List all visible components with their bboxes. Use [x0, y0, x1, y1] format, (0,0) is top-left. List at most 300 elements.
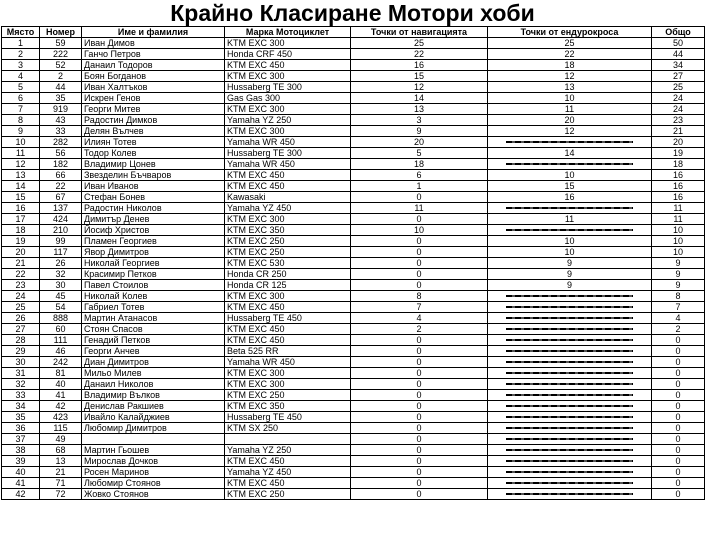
cell-total: 10 — [652, 247, 705, 258]
cell-place: 15 — [2, 192, 40, 203]
table-row — [2, 368, 705, 379]
cell-total: 16 — [652, 181, 705, 192]
cell-total: 20 — [652, 137, 705, 148]
cell-navigation-points: 25 — [351, 38, 488, 49]
cell-endurocross-points — [488, 335, 652, 346]
cell-name: Явор Димитров — [82, 247, 225, 258]
no-result-mark — [506, 449, 633, 451]
cell-total: 0 — [652, 390, 705, 401]
cell-place: 36 — [2, 423, 40, 434]
cell-name: Георги Митев — [82, 104, 225, 115]
cell-name: Красимир Петков — [82, 269, 225, 280]
cell-endurocross-points — [488, 203, 652, 214]
no-result-mark — [506, 339, 633, 341]
no-result-mark — [506, 207, 633, 209]
col-header-total: Общо — [652, 27, 705, 38]
cell-name: Делян Вълчев — [82, 126, 225, 137]
cell-navigation-points: 0 — [351, 214, 488, 225]
cell-endurocross-points: 20 — [488, 115, 652, 126]
cell-total: 27 — [652, 71, 705, 82]
cell-number: 182 — [40, 159, 82, 170]
cell-endurocross-points: 22 — [488, 49, 652, 60]
cell-name: Владимир Вълков — [82, 390, 225, 401]
cell-place: 1 — [2, 38, 40, 49]
cell-number: 41 — [40, 390, 82, 401]
cell-bike: KTM EXC 300 — [225, 126, 351, 137]
cell-navigation-points: 0 — [351, 357, 488, 368]
cell-navigation-points: 0 — [351, 280, 488, 291]
cell-name — [82, 434, 225, 445]
col-header-name: Име и фамилия — [82, 27, 225, 38]
cell-number: 888 — [40, 313, 82, 324]
cell-bike: KTM EXC 250 — [225, 489, 351, 500]
cell-number: 117 — [40, 247, 82, 258]
cell-place: 21 — [2, 258, 40, 269]
cell-place: 23 — [2, 280, 40, 291]
cell-number: 210 — [40, 225, 82, 236]
cell-bike: KTM EXC 350 — [225, 401, 351, 412]
cell-name: Георги Анчев — [82, 346, 225, 357]
cell-number: 56 — [40, 148, 82, 159]
cell-name: Иван Халтъков — [82, 82, 225, 93]
cell-bike: KTM EXC 250 — [225, 390, 351, 401]
no-result-mark — [506, 317, 633, 319]
cell-number: 13 — [40, 456, 82, 467]
cell-endurocross-points — [488, 225, 652, 236]
cell-endurocross-points — [488, 159, 652, 170]
table-row — [2, 291, 705, 302]
table-row — [2, 225, 705, 236]
cell-place: 31 — [2, 368, 40, 379]
cell-name: Генадий Петков — [82, 335, 225, 346]
cell-navigation-points: 0 — [351, 258, 488, 269]
cell-navigation-points: 0 — [351, 423, 488, 434]
cell-navigation-points: 8 — [351, 291, 488, 302]
col-header-navigation-points: Точки от навигацията — [351, 27, 488, 38]
cell-place: 12 — [2, 159, 40, 170]
cell-total: 34 — [652, 60, 705, 71]
cell-bike: KTM EXC 300 — [225, 368, 351, 379]
cell-number: 26 — [40, 258, 82, 269]
cell-number: 222 — [40, 49, 82, 60]
cell-navigation-points: 0 — [351, 478, 488, 489]
cell-number: 67 — [40, 192, 82, 203]
cell-place: 9 — [2, 126, 40, 137]
cell-bike: Honda CR 125 — [225, 280, 351, 291]
cell-endurocross-points — [488, 137, 652, 148]
cell-place: 39 — [2, 456, 40, 467]
cell-bike: KTM EXC 450 — [225, 302, 351, 313]
cell-bike: Yamaha WR 450 — [225, 357, 351, 368]
cell-place: 38 — [2, 445, 40, 456]
cell-place: 8 — [2, 115, 40, 126]
table-row — [2, 346, 705, 357]
cell-total: 9 — [652, 280, 705, 291]
cell-navigation-points: 6 — [351, 170, 488, 181]
cell-bike: Honda CRF 450 — [225, 49, 351, 60]
cell-bike: Yamaha YZ 450 — [225, 203, 351, 214]
cell-total: 0 — [652, 489, 705, 500]
cell-endurocross-points: 13 — [488, 82, 652, 93]
table-row — [2, 324, 705, 335]
table-row — [2, 93, 705, 104]
cell-name: Радостин Димков — [82, 115, 225, 126]
table-row — [2, 412, 705, 423]
cell-name: Любомир Димитров — [82, 423, 225, 434]
cell-bike: KTM EXC 300 — [225, 291, 351, 302]
cell-endurocross-points: 18 — [488, 60, 652, 71]
cell-number: 42 — [40, 401, 82, 412]
table-row — [2, 313, 705, 324]
cell-bike: KTM EXC 350 — [225, 225, 351, 236]
cell-total: 0 — [652, 467, 705, 478]
cell-place: 13 — [2, 170, 40, 181]
cell-name: Росен Маринов — [82, 467, 225, 478]
cell-number: 66 — [40, 170, 82, 181]
table-row — [2, 456, 705, 467]
cell-total: 0 — [652, 412, 705, 423]
cell-place: 33 — [2, 390, 40, 401]
cell-bike: KTM EXC 450 — [225, 60, 351, 71]
cell-total: 0 — [652, 456, 705, 467]
cell-bike: Yamaha YZ 450 — [225, 467, 351, 478]
cell-endurocross-points: 25 — [488, 38, 652, 49]
cell-bike: Beta 525 RR — [225, 346, 351, 357]
cell-place: 29 — [2, 346, 40, 357]
cell-number: 21 — [40, 467, 82, 478]
cell-navigation-points: 0 — [351, 269, 488, 280]
table-row — [2, 214, 705, 225]
cell-number: 282 — [40, 137, 82, 148]
cell-name: Тодор Колев — [82, 148, 225, 159]
table-row — [2, 60, 705, 71]
cell-navigation-points: 0 — [351, 412, 488, 423]
cell-navigation-points: 1 — [351, 181, 488, 192]
results-body — [2, 38, 705, 500]
cell-navigation-points: 0 — [351, 368, 488, 379]
table-row — [2, 390, 705, 401]
cell-total: 0 — [652, 445, 705, 456]
cell-bike: Hussaberg TE 450 — [225, 313, 351, 324]
cell-number: 44 — [40, 82, 82, 93]
cell-total: 0 — [652, 368, 705, 379]
table-row — [2, 181, 705, 192]
cell-place: 42 — [2, 489, 40, 500]
table-row — [2, 478, 705, 489]
col-header-endurocross-points: Точки от ендурокроса — [488, 27, 652, 38]
cell-place: 2 — [2, 49, 40, 60]
table-row — [2, 401, 705, 412]
cell-name: Мирослав Дочков — [82, 456, 225, 467]
cell-endurocross-points: 12 — [488, 71, 652, 82]
cell-total: 2 — [652, 324, 705, 335]
cell-total: 44 — [652, 49, 705, 60]
table-row — [2, 302, 705, 313]
cell-endurocross-points — [488, 357, 652, 368]
cell-total: 8 — [652, 291, 705, 302]
cell-total: 0 — [652, 434, 705, 445]
cell-navigation-points: 5 — [351, 148, 488, 159]
page-title: Крайно Класиране Мотори хоби — [170, 0, 535, 26]
no-result-mark — [506, 438, 633, 440]
cell-number: 242 — [40, 357, 82, 368]
cell-total: 0 — [652, 401, 705, 412]
cell-total: 0 — [652, 357, 705, 368]
no-result-mark — [506, 394, 633, 396]
cell-place: 6 — [2, 93, 40, 104]
cell-name: Данаил Тодоров — [82, 60, 225, 71]
cell-place: 24 — [2, 291, 40, 302]
col-header-number: Номер — [40, 27, 82, 38]
cell-number: 71 — [40, 478, 82, 489]
no-result-mark — [506, 163, 633, 165]
cell-place: 11 — [2, 148, 40, 159]
cell-navigation-points: 9 — [351, 126, 488, 137]
cell-place: 32 — [2, 379, 40, 390]
cell-name: Диан Димитров — [82, 357, 225, 368]
cell-navigation-points: 0 — [351, 236, 488, 247]
cell-total: 18 — [652, 159, 705, 170]
cell-endurocross-points — [488, 368, 652, 379]
table-row — [2, 280, 705, 291]
cell-navigation-points: 0 — [351, 489, 488, 500]
cell-endurocross-points: 9 — [488, 280, 652, 291]
cell-endurocross-points — [488, 313, 652, 324]
cell-number: 81 — [40, 368, 82, 379]
table-row — [2, 104, 705, 115]
no-result-mark — [506, 229, 633, 231]
cell-navigation-points: 11 — [351, 203, 488, 214]
cell-total: 9 — [652, 269, 705, 280]
cell-endurocross-points — [488, 346, 652, 357]
cell-total: 10 — [652, 225, 705, 236]
cell-navigation-points: 4 — [351, 313, 488, 324]
cell-name: Иван Димов — [82, 38, 225, 49]
cell-name: Радостин Николов — [82, 203, 225, 214]
cell-total: 24 — [652, 104, 705, 115]
cell-bike: Kawasaki — [225, 192, 351, 203]
table-row — [2, 38, 705, 49]
cell-bike: KTM EXC 530 — [225, 258, 351, 269]
cell-total: 23 — [652, 115, 705, 126]
cell-bike: KTM EXC 300 — [225, 214, 351, 225]
cell-navigation-points: 0 — [351, 379, 488, 390]
table-row — [2, 445, 705, 456]
cell-name: Павел Стоилов — [82, 280, 225, 291]
table-row — [2, 115, 705, 126]
cell-number: 424 — [40, 214, 82, 225]
cell-number: 423 — [40, 412, 82, 423]
col-header-bike: Марка Мотоциклет — [225, 27, 351, 38]
cell-number: 68 — [40, 445, 82, 456]
cell-number: 46 — [40, 346, 82, 357]
no-result-mark — [506, 350, 633, 352]
table-row — [2, 467, 705, 478]
cell-endurocross-points: 15 — [488, 181, 652, 192]
cell-total: 19 — [652, 148, 705, 159]
cell-place: 30 — [2, 357, 40, 368]
table-row — [2, 247, 705, 258]
cell-bike — [225, 434, 351, 445]
cell-navigation-points: 2 — [351, 324, 488, 335]
cell-name: Данаил Николов — [82, 379, 225, 390]
cell-total: 4 — [652, 313, 705, 324]
no-result-mark — [506, 416, 633, 418]
header-row — [2, 27, 705, 38]
cell-endurocross-points — [488, 445, 652, 456]
cell-number: 111 — [40, 335, 82, 346]
cell-number: 54 — [40, 302, 82, 313]
cell-number: 72 — [40, 489, 82, 500]
results-table — [1, 26, 705, 500]
cell-bike: Yamaha WR 450 — [225, 159, 351, 170]
cell-name: Пламен Георгиев — [82, 236, 225, 247]
cell-navigation-points: 0 — [351, 445, 488, 456]
cell-navigation-points: 3 — [351, 115, 488, 126]
cell-navigation-points: 0 — [351, 456, 488, 467]
cell-navigation-points: 22 — [351, 49, 488, 60]
cell-number: 43 — [40, 115, 82, 126]
cell-number: 115 — [40, 423, 82, 434]
cell-place: 41 — [2, 478, 40, 489]
cell-navigation-points: 13 — [351, 104, 488, 115]
cell-place: 27 — [2, 324, 40, 335]
table-row — [2, 82, 705, 93]
cell-bike: KTM EXC 250 — [225, 236, 351, 247]
cell-number: 22 — [40, 181, 82, 192]
cell-endurocross-points — [488, 434, 652, 445]
table-row — [2, 258, 705, 269]
cell-navigation-points: 18 — [351, 159, 488, 170]
cell-number: 919 — [40, 104, 82, 115]
cell-total: 11 — [652, 203, 705, 214]
cell-endurocross-points — [488, 302, 652, 313]
cell-total: 10 — [652, 236, 705, 247]
no-result-mark — [506, 427, 633, 429]
cell-endurocross-points: 11 — [488, 214, 652, 225]
cell-endurocross-points: 12 — [488, 126, 652, 137]
cell-total: 0 — [652, 478, 705, 489]
cell-bike: KTM EXC 450 — [225, 170, 351, 181]
table-row — [2, 170, 705, 181]
table-row — [2, 236, 705, 247]
cell-name: Димитър Денев — [82, 214, 225, 225]
cell-number: 40 — [40, 379, 82, 390]
cell-place: 26 — [2, 313, 40, 324]
cell-place: 7 — [2, 104, 40, 115]
cell-endurocross-points — [488, 423, 652, 434]
cell-total: 7 — [652, 302, 705, 313]
cell-name: Стефан Бонев — [82, 192, 225, 203]
no-result-mark — [506, 405, 633, 407]
cell-bike: KTM EXC 450 — [225, 181, 351, 192]
cell-total: 0 — [652, 379, 705, 390]
table-row — [2, 159, 705, 170]
cell-total: 9 — [652, 258, 705, 269]
no-result-mark — [506, 460, 633, 462]
cell-total: 11 — [652, 214, 705, 225]
cell-number: 35 — [40, 93, 82, 104]
cell-name: Николай Георгиев — [82, 258, 225, 269]
cell-place: 35 — [2, 412, 40, 423]
cell-number: 59 — [40, 38, 82, 49]
cell-total: 24 — [652, 93, 705, 104]
cell-number: 52 — [40, 60, 82, 71]
cell-endurocross-points: 10 — [488, 236, 652, 247]
cell-navigation-points: 0 — [351, 401, 488, 412]
cell-endurocross-points: 10 — [488, 247, 652, 258]
no-result-mark — [506, 372, 633, 374]
table-row — [2, 269, 705, 280]
cell-bike: Hussaberg TE 300 — [225, 82, 351, 93]
cell-name: Мартин Гьошев — [82, 445, 225, 456]
no-result-mark — [506, 361, 633, 363]
cell-name: Ивайло Калайджиев — [82, 412, 225, 423]
cell-endurocross-points — [488, 456, 652, 467]
cell-total: 0 — [652, 346, 705, 357]
table-row — [2, 335, 705, 346]
cell-bike: KTM EXC 250 — [225, 247, 351, 258]
cell-place: 34 — [2, 401, 40, 412]
cell-number: 32 — [40, 269, 82, 280]
cell-bike: Hussaberg TE 450 — [225, 412, 351, 423]
cell-number: 33 — [40, 126, 82, 137]
cell-number: 99 — [40, 236, 82, 247]
cell-navigation-points: 0 — [351, 346, 488, 357]
cell-endurocross-points: 16 — [488, 192, 652, 203]
cell-navigation-points: 12 — [351, 82, 488, 93]
table-row — [2, 126, 705, 137]
cell-number: 45 — [40, 291, 82, 302]
cell-place: 3 — [2, 60, 40, 71]
table-row — [2, 148, 705, 159]
cell-number: 137 — [40, 203, 82, 214]
cell-place: 22 — [2, 269, 40, 280]
table-row — [2, 71, 705, 82]
no-result-mark — [506, 383, 633, 385]
cell-total: 50 — [652, 38, 705, 49]
cell-total: 21 — [652, 126, 705, 137]
cell-endurocross-points — [488, 412, 652, 423]
cell-name: Ганчо Петров — [82, 49, 225, 60]
cell-name: Илиян Тотев — [82, 137, 225, 148]
cell-endurocross-points: 11 — [488, 104, 652, 115]
cell-navigation-points: 15 — [351, 71, 488, 82]
cell-endurocross-points: 10 — [488, 93, 652, 104]
table-row — [2, 203, 705, 214]
cell-bike: KTM EXC 300 — [225, 38, 351, 49]
no-result-mark — [506, 493, 633, 495]
cell-bike: KTM EXC 450 — [225, 478, 351, 489]
cell-bike: Gas Gas 300 — [225, 93, 351, 104]
cell-endurocross-points: 9 — [488, 258, 652, 269]
no-result-mark — [506, 306, 633, 308]
no-result-mark — [506, 328, 633, 330]
cell-navigation-points: 0 — [351, 247, 488, 258]
table-row — [2, 379, 705, 390]
cell-name: Искрен Генов — [82, 93, 225, 104]
cell-total: 0 — [652, 423, 705, 434]
cell-place: 25 — [2, 302, 40, 313]
cell-name: Стоян Спасов — [82, 324, 225, 335]
cell-name: Любомир Стоянов — [82, 478, 225, 489]
table-row — [2, 137, 705, 148]
table-row — [2, 423, 705, 434]
table-row — [2, 49, 705, 60]
cell-total: 25 — [652, 82, 705, 93]
no-result-mark — [506, 471, 633, 473]
cell-endurocross-points — [488, 324, 652, 335]
